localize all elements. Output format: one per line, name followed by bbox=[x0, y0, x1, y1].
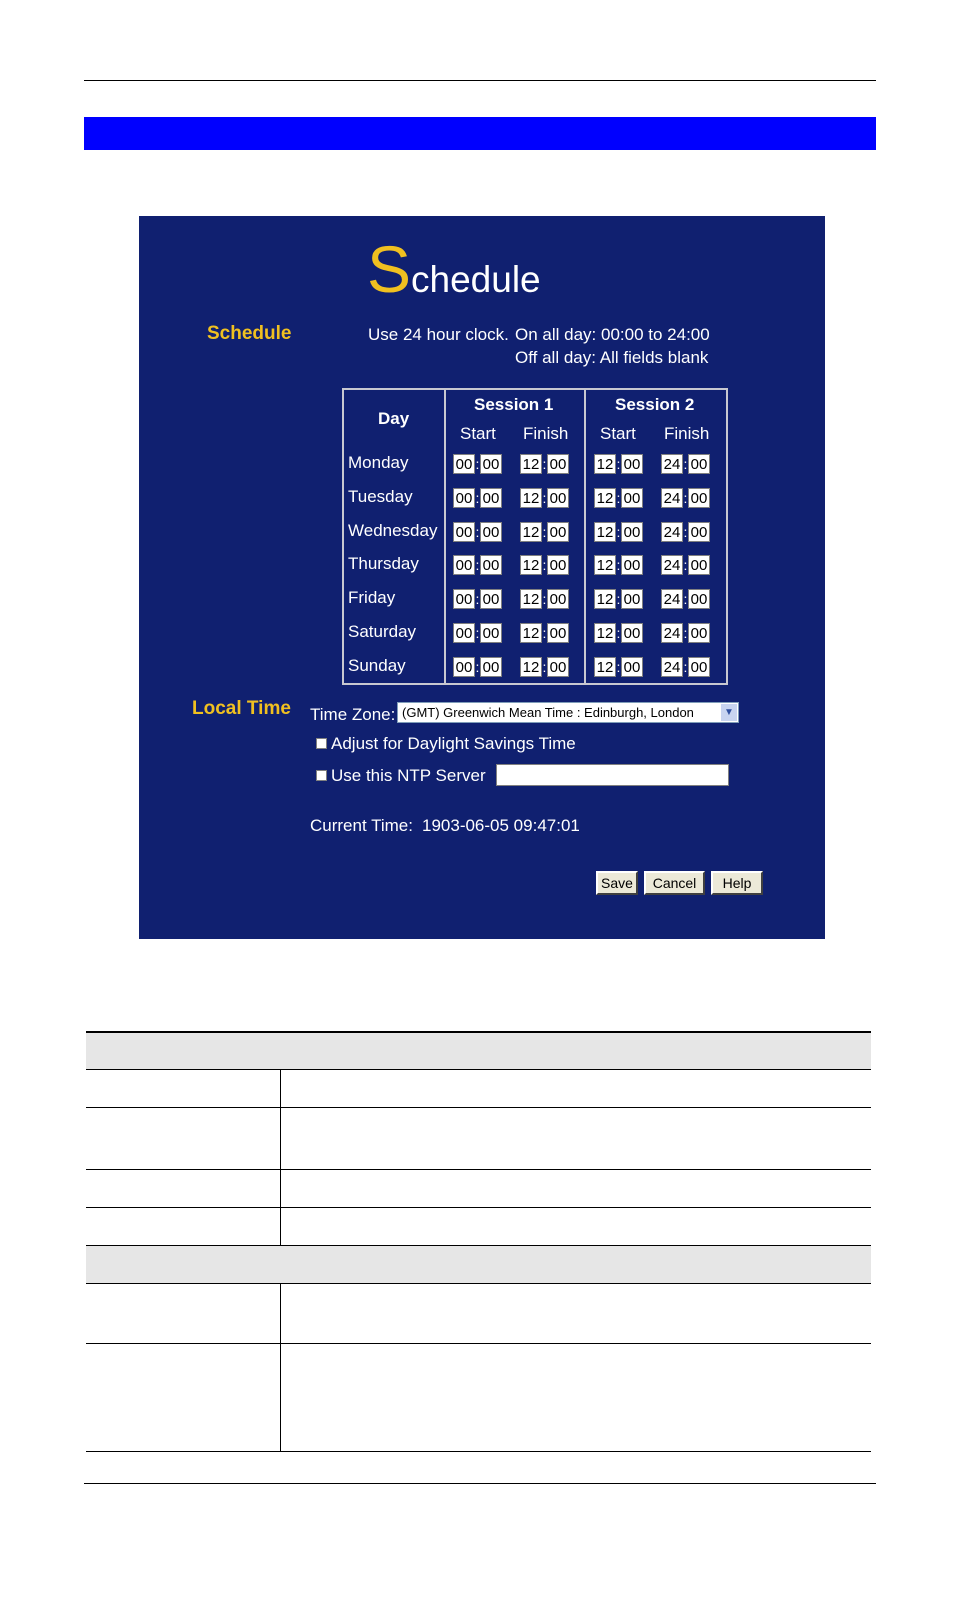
thursday-s1-start-hour-input[interactable]: 00 bbox=[453, 555, 475, 575]
wednesday-s2-start-hour-input[interactable]: 12 bbox=[594, 522, 616, 542]
thursday-s2-finish-minute-input[interactable]: 00 bbox=[688, 555, 710, 575]
day-label-friday: Friday bbox=[348, 588, 396, 607]
time-separator: : bbox=[616, 591, 621, 607]
time-zone-select[interactable] bbox=[397, 702, 739, 723]
time-separator: : bbox=[683, 524, 688, 540]
monday-s2-finish-hour-input[interactable]: 24 bbox=[661, 454, 683, 474]
monday-s1-finish-hour-input[interactable]: 12 bbox=[520, 454, 542, 474]
thursday-s2-finish-hour-input[interactable]: 24 bbox=[661, 555, 683, 575]
page-title bbox=[367, 232, 541, 306]
thursday-s1-finish-minute-input[interactable]: 00 bbox=[547, 555, 569, 575]
table-rule bbox=[86, 1451, 871, 1452]
day-header: Day bbox=[378, 409, 410, 428]
day-label-thursday: Thursday bbox=[348, 554, 419, 573]
dst-label: Adjust for Daylight Savings Time bbox=[331, 734, 576, 753]
time-separator: : bbox=[616, 625, 621, 641]
cancel-button[interactable]: Cancel bbox=[644, 871, 705, 895]
session1-start-header: Start bbox=[460, 424, 496, 443]
sunday-s1-start-hour-input[interactable]: 00 bbox=[453, 657, 475, 677]
time-separator: : bbox=[542, 557, 547, 573]
session1-finish-header: Finish bbox=[523, 424, 569, 443]
time-separator: : bbox=[616, 456, 621, 472]
saturday-s1-start-minute-input[interactable]: 00 bbox=[480, 623, 502, 643]
wednesday-s2-start-minute-input[interactable]: 00 bbox=[621, 522, 643, 542]
chevron-down-icon[interactable]: ▼ bbox=[721, 704, 737, 721]
tuesday-s2-start-minute-input[interactable]: 00 bbox=[621, 488, 643, 508]
time-zone-value: (GMT) Greenwich Mean Time : Edinburgh, London bbox=[402, 705, 694, 720]
day-label-monday: Monday bbox=[348, 453, 409, 472]
ntp-server-input[interactable] bbox=[496, 764, 729, 786]
monday-s2-start-hour-input[interactable]: 12 bbox=[594, 454, 616, 474]
wednesday-s2-finish-minute-input[interactable]: 00 bbox=[688, 522, 710, 542]
local-time-label: Local Time bbox=[192, 698, 291, 719]
tuesday-s2-start-hour-input[interactable]: 12 bbox=[594, 488, 616, 508]
thursday-s2-start-minute-input[interactable]: 00 bbox=[621, 555, 643, 575]
schedule-label: Schedule bbox=[207, 323, 292, 344]
friday-s2-start-minute-input[interactable]: 00 bbox=[621, 589, 643, 609]
sunday-s1-start-minute-input[interactable]: 00 bbox=[480, 657, 502, 677]
saturday-s2-finish-minute-input[interactable]: 00 bbox=[688, 623, 710, 643]
header-rule bbox=[84, 80, 876, 81]
time-separator: : bbox=[475, 659, 480, 675]
clock-note: Use 24 hour clock. bbox=[368, 325, 509, 344]
table-column-divider bbox=[280, 1284, 281, 1451]
time-separator: : bbox=[475, 456, 480, 472]
time-separator: : bbox=[683, 557, 688, 573]
column-divider bbox=[444, 390, 446, 683]
table-rule bbox=[86, 1283, 871, 1284]
help-button[interactable]: Help bbox=[711, 871, 763, 895]
time-separator: : bbox=[683, 456, 688, 472]
monday-s1-start-hour-input[interactable]: 00 bbox=[453, 454, 475, 474]
time-separator: : bbox=[616, 490, 621, 506]
tuesday-s1-finish-hour-input[interactable]: 12 bbox=[520, 488, 542, 508]
time-separator: : bbox=[616, 557, 621, 573]
time-zone-label: Time Zone: bbox=[310, 705, 396, 724]
saturday-s1-finish-hour-input[interactable]: 12 bbox=[520, 623, 542, 643]
day-label-tuesday: Tuesday bbox=[348, 487, 413, 506]
wednesday-s1-finish-minute-input[interactable]: 00 bbox=[547, 522, 569, 542]
sunday-s2-start-hour-input[interactable]: 12 bbox=[594, 657, 616, 677]
tuesday-s1-finish-minute-input[interactable]: 00 bbox=[547, 488, 569, 508]
sunday-s2-finish-minute-input[interactable]: 00 bbox=[688, 657, 710, 677]
table-rule bbox=[86, 1169, 871, 1170]
monday-s2-start-minute-input[interactable]: 00 bbox=[621, 454, 643, 474]
time-separator: : bbox=[683, 625, 688, 641]
wednesday-s1-start-hour-input[interactable]: 00 bbox=[453, 522, 475, 542]
thursday-s1-finish-hour-input[interactable]: 12 bbox=[520, 555, 542, 575]
off-all-day-note: Off all day: All fields blank bbox=[515, 348, 709, 367]
thursday-s2-start-hour-input[interactable]: 12 bbox=[594, 555, 616, 575]
time-separator: : bbox=[616, 659, 621, 675]
day-label-sunday: Sunday bbox=[348, 656, 406, 675]
saturday-s2-finish-hour-input[interactable]: 24 bbox=[661, 623, 683, 643]
ntp-label: Use this NTP Server bbox=[331, 766, 486, 785]
monday-s2-finish-minute-input[interactable]: 00 bbox=[688, 454, 710, 474]
time-separator: : bbox=[475, 490, 480, 506]
time-separator: : bbox=[542, 490, 547, 506]
time-separator: : bbox=[683, 490, 688, 506]
wednesday-s1-start-minute-input[interactable]: 00 bbox=[480, 522, 502, 542]
sunday-s1-finish-minute-input[interactable]: 00 bbox=[547, 657, 569, 677]
friday-s2-finish-minute-input[interactable]: 00 bbox=[688, 589, 710, 609]
table-section-header bbox=[86, 1246, 871, 1283]
time-separator: : bbox=[616, 524, 621, 540]
time-separator: : bbox=[542, 456, 547, 472]
table-rule bbox=[86, 1031, 871, 1033]
friday-s2-start-hour-input[interactable]: 12 bbox=[594, 589, 616, 609]
table-rule bbox=[86, 1343, 871, 1344]
tuesday-s2-finish-minute-input[interactable]: 00 bbox=[688, 488, 710, 508]
friday-s2-finish-hour-input[interactable]: 24 bbox=[661, 589, 683, 609]
session2-header: Session 2 bbox=[615, 395, 695, 414]
saturday-s2-start-hour-input[interactable]: 12 bbox=[594, 623, 616, 643]
saturday-s1-start-hour-input[interactable]: 00 bbox=[453, 623, 475, 643]
day-label-wednesday: Wednesday bbox=[348, 521, 438, 540]
session2-finish-header: Finish bbox=[664, 424, 710, 443]
monday-s1-start-minute-input[interactable]: 00 bbox=[480, 454, 502, 474]
time-separator: : bbox=[683, 659, 688, 675]
tuesday-s2-finish-hour-input[interactable]: 24 bbox=[661, 488, 683, 508]
ntp-checkbox[interactable] bbox=[316, 770, 327, 781]
dst-checkbox[interactable] bbox=[316, 738, 327, 749]
session1-header: Session 1 bbox=[474, 395, 554, 414]
friday-s1-start-hour-input[interactable]: 00 bbox=[453, 589, 475, 609]
wednesday-s2-finish-hour-input[interactable]: 24 bbox=[661, 522, 683, 542]
schedule-table bbox=[342, 388, 728, 685]
time-separator: : bbox=[475, 557, 480, 573]
sunday-s2-start-minute-input[interactable]: 00 bbox=[621, 657, 643, 677]
schedule-screen bbox=[139, 216, 825, 939]
save-button[interactable]: Save bbox=[596, 871, 638, 895]
table-section-header bbox=[86, 1032, 871, 1070]
current-time-label: Current Time: bbox=[310, 816, 413, 835]
thursday-s1-start-minute-input[interactable]: 00 bbox=[480, 555, 502, 575]
friday-s1-finish-minute-input[interactable]: 00 bbox=[547, 589, 569, 609]
sunday-s1-finish-hour-input[interactable]: 12 bbox=[520, 657, 542, 677]
time-separator: : bbox=[542, 524, 547, 540]
table-rule bbox=[86, 1069, 871, 1070]
table-rule bbox=[86, 1245, 871, 1246]
tuesday-s1-start-hour-input[interactable]: 00 bbox=[453, 488, 475, 508]
title-initial: S bbox=[367, 232, 412, 306]
saturday-s1-finish-minute-input[interactable]: 00 bbox=[547, 623, 569, 643]
time-separator: : bbox=[542, 659, 547, 675]
footer-rule bbox=[84, 1483, 876, 1484]
current-time-value: 1903-06-05 09:47:01 bbox=[422, 816, 580, 835]
time-separator: : bbox=[542, 591, 547, 607]
on-all-day-note: On all day: 00:00 to 24:00 bbox=[515, 325, 710, 344]
time-separator: : bbox=[683, 591, 688, 607]
day-label-saturday: Saturday bbox=[348, 622, 417, 641]
wednesday-s1-finish-hour-input[interactable]: 12 bbox=[520, 522, 542, 542]
time-separator: : bbox=[542, 625, 547, 641]
time-separator: : bbox=[475, 524, 480, 540]
column-divider bbox=[584, 390, 586, 683]
table-rule bbox=[86, 1107, 871, 1108]
tuesday-s1-start-minute-input[interactable]: 00 bbox=[480, 488, 502, 508]
table-rule bbox=[86, 1207, 871, 1208]
time-separator: : bbox=[475, 625, 480, 641]
section-title-bar bbox=[84, 117, 876, 150]
friday-s1-start-minute-input[interactable]: 00 bbox=[480, 589, 502, 609]
sunday-s2-finish-hour-input[interactable]: 24 bbox=[661, 657, 683, 677]
friday-s1-finish-hour-input[interactable]: 12 bbox=[520, 589, 542, 609]
session2-start-header: Start bbox=[600, 424, 636, 443]
title-rest: chedule bbox=[411, 259, 541, 300]
monday-s1-finish-minute-input[interactable]: 00 bbox=[547, 454, 569, 474]
time-separator: : bbox=[475, 591, 480, 607]
saturday-s2-start-minute-input[interactable]: 00 bbox=[621, 623, 643, 643]
table-column-divider bbox=[280, 1070, 281, 1245]
